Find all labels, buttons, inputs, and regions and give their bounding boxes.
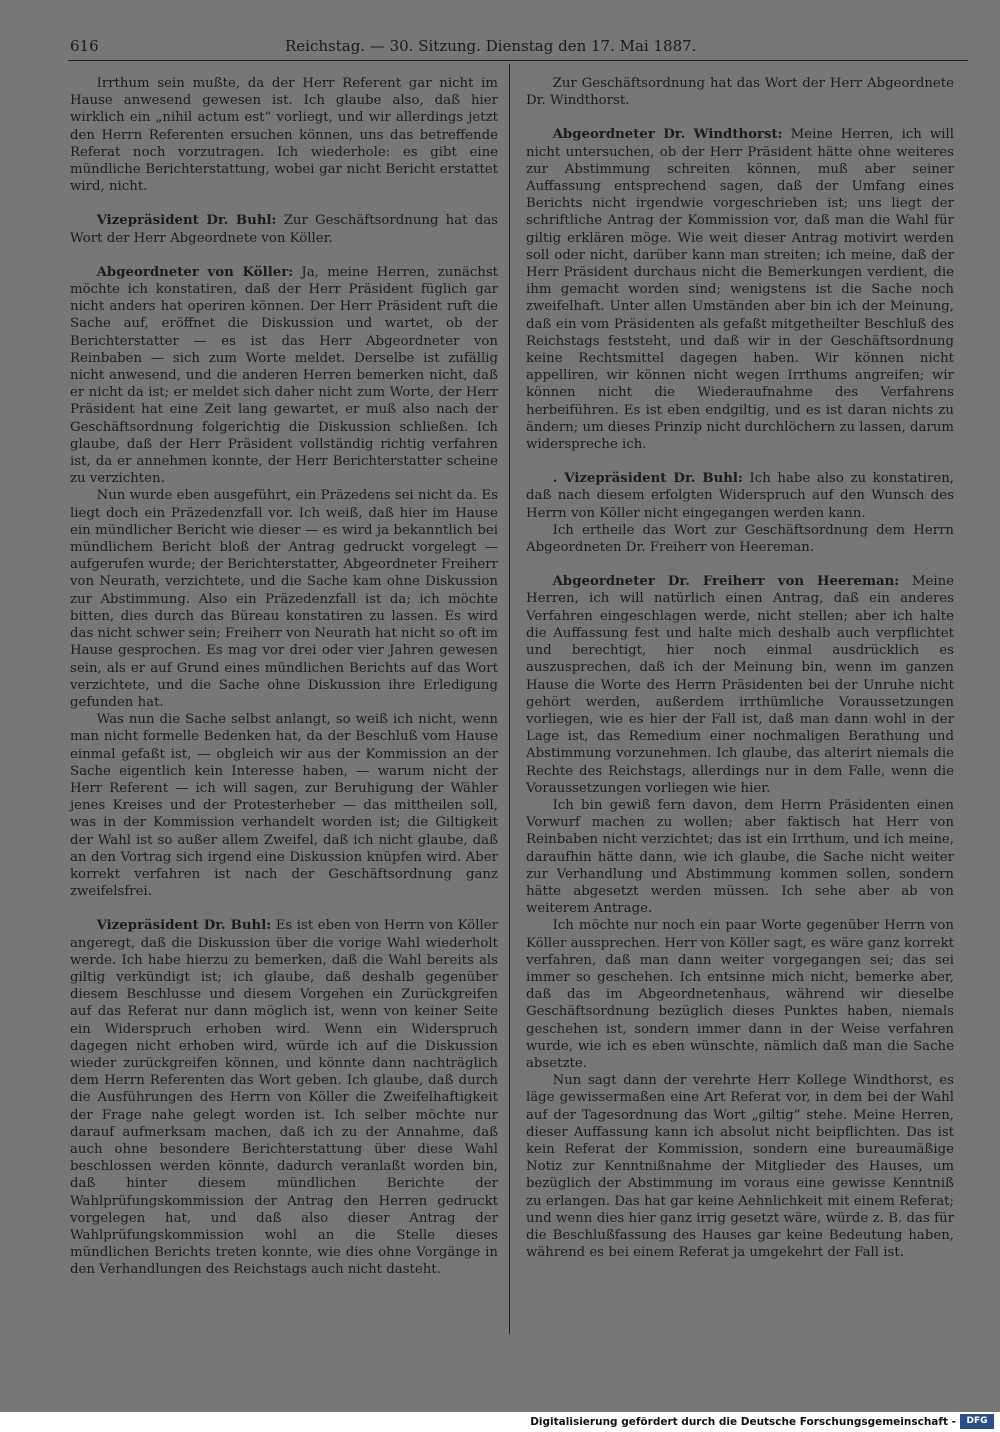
paragraph: Ich ertheile das Wort zur Geschäftsordnung dem Herrn Abgeordneten Dr. Freiherr von Heereman. <box>526 522 954 556</box>
paragraph: Vizepräsident Dr. Buhl: Es ist eben von Herrn von Köller angeregt, daß die Diskussion über die vorige Wahl wiederholt werde. Ich habe hierzu zu bemerken, daß die Wahl bereits als giltig verkündigt ist; ich glaube, daß deshalb gegenüber diesem Beschlusse und diesem Vorgehen ein Zurückgreifen auf das Referat nur dann möglich ist, wenn von keiner Seite ein Widerspruch erhoben wird. Wenn ein Widerspruch dagegen nicht erhoben wird, würde ich auf die Diskussion wieder zurückgreifen können, und könnte dann nachträglich dem Herrn Referenten das Wort geben. Ich glaube, daß durch die Ausführungen des Herrn von Köller die Zweifelhaftigkeit der Frage nahe gelegt worden ist. Ich selber möchte nur darauf aufmerksam machen, daß ich zu der Annahme, daß auch ohne besondere Berichterstattung über diese Wahl beschlossen werden könnte, dadurch veranlaßt worden bin, daß hinter diesem mündlichen Berichte der Wahlprüfungskommission der Antrag den Herren gedruckt vorgelegen hat, und daß also dieser Antrag der Wahlprüfungskommission wohl an die Stelle dieses mündlichen Berichts treten konnte, wie dies ohne Vorgänge in den Verhandlungen des Reichstags auch nicht dasteht. <box>70 918 499 1278</box>
paragraph: Ich bin gewiß fern davon, dem Herrn Präsidenten einen Vorwurf machen zu wollen; aber faktisch hat Herr von Reinbaben nicht verzichtet; das ist ein Irrthum, und ich meine, daraufhin hätte dann, wie ich glaube, die Sache nicht weiter zur Verhandlung und Abstimmung kommen sollen, sondern hätte abgesetzt werden müssen. Ich sehe aber ab von weiterem Antrage. <box>526 797 954 917</box>
paragraph: Vizepräsident Dr. Buhl: Zur Geschäftsordnung hat das Wort der Herr Abgeordnete von Köller. <box>70 213 498 246</box>
header-rule <box>68 60 968 61</box>
running-title: Reichstag. — 30. Sitzung. Dienstag den 17. Mai 1887. <box>285 37 697 55</box>
paragraph: Nun wurde eben ausgeführt, ein Präzedens sei nicht da. Es liegt doch ein Präzedenzfall vor. Ich weiß, daß hier im Hause ein mündlicher Bericht wie dieser — es wird ja bekanntlich bei mündlichem Bericht bloß der Antrag gedruckt vorgelegt — aufgerufen wurde; der Berichterstatter, Abgeordneter Freiherr von Neurath, verzichtete, und die Sache kam ohne Diskussion zur Abstimmung. Also ein Präzedenzfall ist da; ich möchte bitten, dies durch das Büreau konstatiren zu lassen. Es wird das nicht schwer sein; Freiherr von Neurath hat nicht so oft im Hause gesprochen. Es mag vor drei oder vier Jahren gewesen sein, als er auf Grund eines mündlichen Berichts auf das Wort verzichtete, und die Sache ohne Diskussion ihre Erledigung gefunden hat. <box>70 488 498 710</box>
running-header <box>70 34 970 58</box>
paragraph: . Vizepräsident Dr. Buhl: Ich habe also zu konstatiren, daß nach diesem erfolgten Widerspruch auf den Wunsch des Herrn von Köller nicht eingegangen werden kann. <box>526 471 954 521</box>
paragraph: Was nun die Sache selbst anlangt, so weiß ich nicht, wenn man nicht formelle Bedenken hat, da der Beschluß vom Hause einmal gefaßt ist, — obgleich wir aus der Kommission an der Sache eigentlich kein Interesse haben, — warum nicht der Herr Referent — ich will sagen, zur Beruhigung der Wähler jenes Kreises und der Protesterheber — das mittheilen soll, was in der Kommission verhandelt worden ist; die Giltigkeit der Wahl ist so außer allem Zweifel, daß ich nicht glaube, daß an den Vortrag sich irgend eine Diskussion knüpfen wird. Aber korrekt verfahren ist nach der Geschäftsordnung ganz zweifelsfrei. <box>70 712 498 900</box>
dfg-logo: DFG <box>960 1414 994 1429</box>
right-column <box>526 75 954 1261</box>
paragraph: Irrthum sein mußte, da der Herr Referent gar nicht im Hause anwesend gewesen ist. Ich glaube also, daß hier wirklich ein „nihil actum est“ vorliegt, und wir allerdings jetzt den Herrn Referenten ersuchen können, uns das betreffende Referat noch vorzutragen. Ich wiederhole: es gibt eine mündliche Berichterstattung, wobei gar nicht Bericht erstattet wird, nicht. <box>70 76 498 195</box>
page-number: 616 <box>70 37 99 55</box>
paragraph: Zur Geschäftsordnung hat das Wort der Herr Abgeordnete Dr. Windthorst. <box>526 76 954 109</box>
paragraph: Nun sagt dann der verehrte Herr Kollege Windthorst, es läge gewissermaßen eine Art Referat vor, in dem bei der Wahl auf der Tagesordnung das Wort „giltig“ stehe. Meine Herren, dieser Auffassung kann ich absolut nicht beipflichten. Das ist kein Referat der Kommission, sondern eine bureaumäßige Notiz zur Kenntnißnahme der Mitglieder des Hauses, um bezüglich der Abstimmung im voraus eine gewisse Kenntniß zu erlangen. Das hat gar keine Aehnlichkeit mit einem Referat; und wenn dies hier ganz irrig gesetzt wäre, würde z. B. das für die Beschlußfassung des Hauses gar keine Bedeutung haben, während es bei einem Referat ja umgekehrt der Fall ist. <box>526 1073 954 1261</box>
funding-note: Digitalisierung gefördert durch die Deutsche Forschungsgemeinschaft - <box>530 1416 956 1428</box>
left-column <box>70 75 498 1279</box>
paragraph: Abgeordneter von Köller: Ja, meine Herren, zunächst möchte ich konstatiren, daß der Herr Präsident füglich gar nicht anders hat operiren können. Der Herr Präsident ruft die Sache auf, eröffnet die Diskussion und wartet, ob der Berichterstatter — es ist das Herr Abgeordneter von Reinbaben — sich zum Worte meldet. Derselbe ist zufällig nicht anwesend, und die anderen Herren bemerken nicht, daß er nicht da ist; er meldet sich daher nicht zum Worte, der Herr Präsident hat eine Zeit lang gewartet, er muß also nach der Geschäftsordnung folgerichtig die Diskussion schließen. Ich glaube, daß der Herr Präsident vollständig richtig verfahren ist, da er annehmen konnte, der Herr Berichterstatter scheine zu verzichten. <box>70 264 498 487</box>
paragraph: Abgeordneter Dr. Windthorst: Meine Herren, ich will nicht untersuchen, ob der Herr Präsident hätte ohne weiteres zur Abstimmung schreiten können, muß aber seiner Auffassung entsprechend sagen, daß der Umfang eines Berichts nicht irgendwie vorgeschrieben ist; uns liegt der schriftliche Antrag der Kommission vor, daß man die Wahl für giltig erklären möge. Wie weit dieser Antrag motivirt werden soll oder nicht, darüber kann man streiten; ich meine, daß der Herr Präsident durchaus nicht die Bemerkungen verdient, die ihm gemacht worden sind; wenigstens ist die Sache noch zweifelhaft. Unter allen Umständen aber bin ich der Meinung, daß ein vom Präsidenten als gefaßt mitgetheilter Beschluß des Reichstags feststeht, und daß wir in der Geschäftsordnung keine Rechtsmittel dagegen haben. Wir können nicht appelliren, wir können nicht wegen Irrthums angreifen; wir können nicht die Wiederaufnahme des Verfahrens herbeiführen. Es ist eben endgiltig, und es ist daran nichts zu ändern; um dieses Prinzip nicht durchlöchern zu lassen, darum widerspreche ich. <box>526 127 955 453</box>
footer <box>0 1412 1000 1432</box>
column-separator <box>509 64 510 1334</box>
paragraph: Abgeordneter Dr. Freiherr von Heereman: Meine Herren, ich will natürlich einen Antrag, daß ein anderes Verfahren eingeschlagen werde, nicht stellen; aber ich halte die Auffassung fest und halte mich deshalb auch verpflichtet und berechtigt, hier noch einmal ausdrücklich es auszusprechen, daß ich der Meinung bin, wenn im ganzen Hause die Worte des Herrn Präsidenten bei der Unruhe nicht gehört werden, außerdem irrthümliche Voraussetzungen vorliegen, wie es hier der Fall ist, daß man dann wohl in der Lage ist, das Remedium einer nochmaligen Berathung und Abstimmung vorzunehmen. Ich glaube, das alterirt niemals die Rechte des Reichstags, allerdings nur in dem Falle, wenn die Voraussetzungen vorliegen wie hier. <box>526 574 955 796</box>
paragraph: Ich möchte nur noch ein paar Worte gegenüber Herrn von Köller aussprechen. Herr von Köller sagt, es wäre ganz korrekt verfahren, daß man dann weiter vorgegangen sei; das sei immer so geschehen. Ich entsinne mich nicht, bemerke aber, daß das im Abgeordnetenhaus, während wir dieselbe Geschäftsordnung bezüglich dieses Punktes haben, niemals geschehen ist, sondern immer dann in der Weise verfahren wurde, wie ich es eben wünschte, nämlich daß man die Sache absetzte. <box>526 918 954 1071</box>
